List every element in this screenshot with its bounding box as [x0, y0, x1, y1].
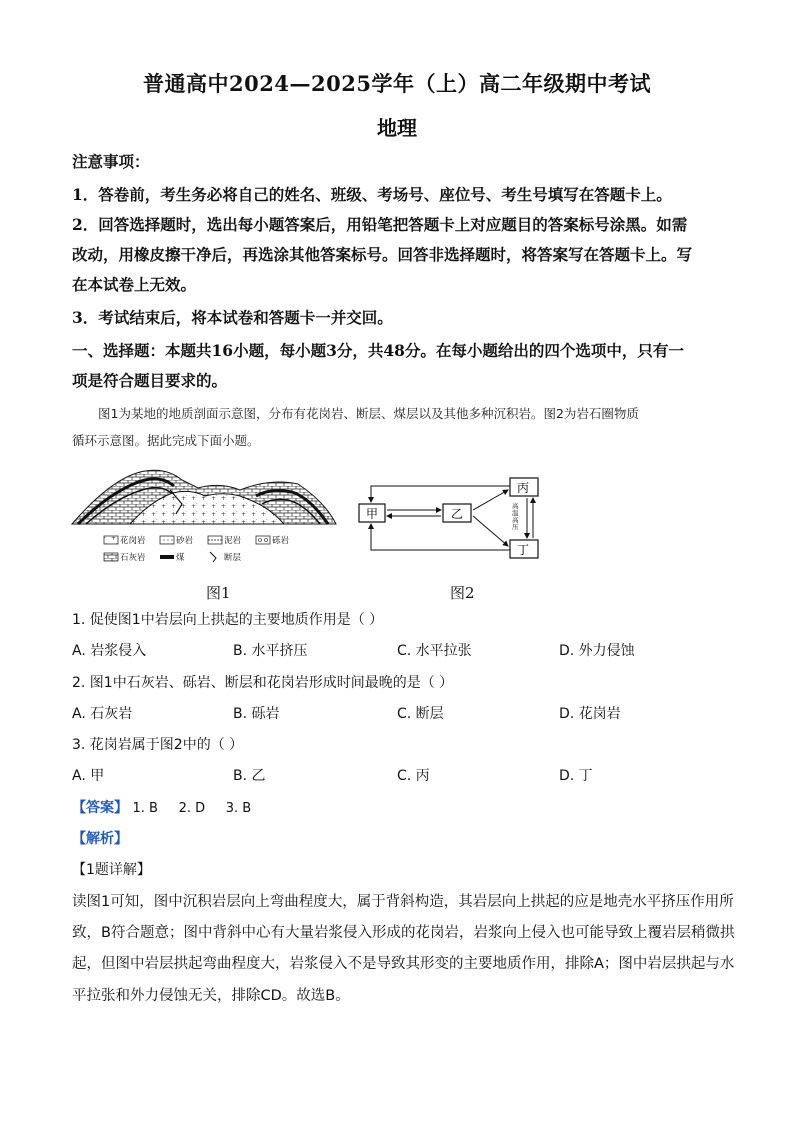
q2-option-c: C. 断层	[397, 706, 444, 722]
q2-option-a: A. 石灰岩	[72, 706, 133, 722]
figure1-caption: 图1	[206, 584, 231, 602]
legend-sandstone: 砂岩	[176, 536, 194, 546]
answer-line	[72, 797, 251, 817]
intro-line-1: 图1为某地的地质剖面示意图，分布有花岗岩、断层、煤层以及其他多种沉积岩。图2为岩石圈物质	[98, 406, 639, 421]
section-heading-line-1: 一、选择题：本题共16小题，每小题3分，共48分。在每小题给出的四个选项中，只有一	[72, 341, 684, 360]
q1-option-d: D. 外力侵蚀	[559, 643, 635, 659]
intro-line-2: 循环示意图。据此完成下面小题。	[72, 433, 260, 448]
box-jia-label: 甲	[366, 507, 379, 521]
svg-text:高: 高	[512, 502, 519, 510]
analysis-line-2: 致，B符合题意；图中背斜中心有大量岩浆侵入形成的花岗岩，岩浆向上侵入也可能导致上覆岩层稍微拱	[72, 925, 735, 941]
page-title: 普通高中2024—2025学年（上）高二年级期中考试	[143, 71, 651, 96]
q3-option-d: D. 丁	[559, 768, 593, 784]
q2-option-b: B. 砾岩	[233, 706, 280, 722]
legend-fault: 断层	[224, 553, 242, 563]
q3-option-a: A. 甲	[72, 768, 105, 784]
figure2-caption: 图2	[450, 584, 475, 602]
box-bing-label: 丙	[517, 481, 530, 495]
figure1-geologic-profile	[70, 462, 338, 570]
analysis-line-1: 读图1可知，图中沉积岩层向上弯曲程度大，属于背斜构造，其岩层向上拱起的应是地壳水平挤压作用所	[72, 894, 734, 910]
legend-limestone: 石灰岩	[120, 553, 146, 563]
svg-text:高: 高	[512, 516, 519, 524]
answer-tag: 【答案】	[72, 800, 128, 816]
q2-option-d: D. 花岗岩	[559, 706, 621, 722]
analysis-line-3: 起，但图中岩层拱起弯曲程度大，岩浆侵入不是导致其形变的主要地质作用，排除A；图中岩层拱起与水	[72, 956, 735, 972]
q3-option-b: B. 乙	[233, 768, 266, 784]
legend-conglomerate: 砾岩	[272, 536, 290, 546]
question-1-stem: 1. 促使图1中岩层向上拱起的主要地质作用是（ ）	[72, 612, 384, 628]
svg-text:温: 温	[512, 509, 519, 517]
legend-granite: 花岗岩	[120, 536, 146, 546]
arrow-label-high-temp-pressure	[512, 501, 519, 531]
analysis-sub-heading: 【1题详解】	[72, 862, 151, 878]
analysis-tag: 【解析】	[72, 831, 128, 847]
figure1-legend	[104, 535, 290, 563]
note-line-3: 改动，用橡皮擦干净后，再选涂其他答案标号。回答非选择题时，将答案写在答题卡上。写	[72, 245, 693, 264]
box-yi-label: 乙	[451, 507, 464, 521]
q3-option-c: C. 丙	[397, 768, 430, 784]
arrow-bing-jia	[371, 486, 510, 502]
figure2-rock-cycle	[355, 474, 545, 566]
section-heading-line-2: 项是符合题目要求的。	[72, 371, 228, 390]
box-ding-label: 丁	[517, 543, 530, 557]
svg-text:压: 压	[512, 523, 519, 531]
legend-coal: 煤	[176, 553, 185, 563]
note-line-2: 2．回答选择题时，选出每小题答案后，用铅笔把答题卡上对应题目的答案标号涂黑。如需	[72, 215, 688, 234]
subject-title: 地理	[377, 116, 417, 140]
q1-option-c: C. 水平拉张	[397, 643, 472, 659]
analysis-line-4: 平拉张和外力侵蚀无关，排除CD。故选B。	[72, 988, 350, 1004]
note-line-1: 1．答卷前，考生务必将自己的姓名、班级、考场号、座位号、考生号填写在答题卡上。	[72, 185, 672, 204]
answer-values: 1. B 2. D 3. B	[132, 801, 252, 816]
arrow-yi-ding	[473, 516, 508, 546]
note-line-5: 3．考试结束后，将本试卷和答题卡一并交回。	[72, 308, 393, 327]
q1-option-b: B. 水平挤压	[233, 643, 308, 659]
legend-mudstone: 泥岩	[224, 536, 242, 546]
arrow-yi-bing	[473, 490, 508, 510]
arrow-ding-jia	[371, 524, 510, 550]
question-2-stem: 2. 图1中石灰岩、砾岩、断层和花岗岩形成时间最晚的是（ ）	[72, 675, 454, 691]
note-line-4: 在本试卷上无效。	[72, 275, 197, 294]
q1-option-a: A. 岩浆侵入	[72, 643, 147, 659]
notes-heading: 注意事项：	[72, 152, 150, 171]
question-3-stem: 3. 花岗岩属于图2中的（ ）	[72, 737, 244, 753]
